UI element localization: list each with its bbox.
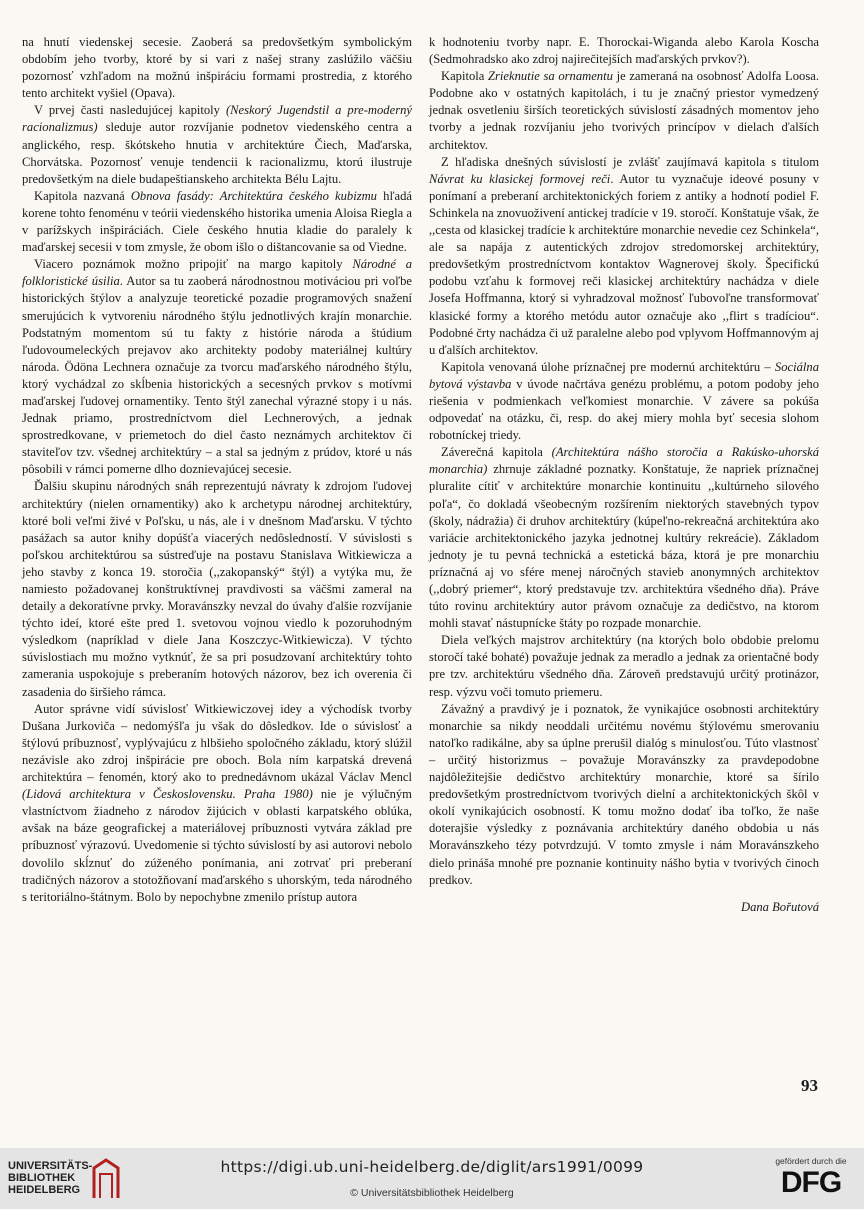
text-run: V prvej časti nasledujúcej kapitoly (34, 103, 226, 118)
paragraph (429, 444, 819, 632)
text-run: hľadá korene tohto fenoménu v teórii viedenského historika umenia Aloisa Riegla a v parížskych inšpiráciách. Ciele českého hnutia kladie do paralely k maďarskej secesii v tom zmysle, že obom išlo o dištancovanie sa od Viedne. (22, 188, 412, 255)
author-signature: Dana Bořutová (740, 899, 819, 914)
dfg-logo[interactable] (768, 1156, 854, 1204)
viewer-footer (0, 1148, 864, 1209)
text-run: sleduje autor rozvíjanie podnetov viedenského centra a anglického, resp. škótskeho hnutia v architektúre Čiech, Maďarska, Chorvátska. Pozornosť venuje tendencii k racionalizmu, ktorú ilustruje predovšetkým na diele budapeštianskeho architekta Bélu Lajtu. (22, 120, 412, 186)
paragraph (22, 256, 412, 478)
text-run: Záverečná kapitola (441, 445, 552, 460)
text-run: zhrnuje základné poznatky. Konštatuje, že napriek príznačnej pluralite cítiť v architektúre monarchie kontinuitu ,,kultúrneho silového poľa“, čo dokladá všeobecným rozšírením niektorých stavebných typov (školy, nádražia) či druhov architektúry (kúpeľno-rekreačná architektúra ako variácie architektonického jazyka jednotnej kultúry rekreácie). Základom jednoty je tu pevná technická a estetická báza, ktorá je pre monarchiu príznačná aj vo sfére menej náročných stavieb anonymných architektov (,,dobrý priemer“, ktorý predstavuje tzv. architektúra všedného dňa). Práve túto rovinu architektúry autor právom označuje za dedičstvo, na ktorom mohli stavať nástupnícke štáty po rozpade monarchie. (429, 462, 819, 631)
text-run: v úvode načrtáva genézu problému, a potom podoby jeho riešenia v podmienkach veľkomiest monarchie. V závere sa pokúša odpovedať na otázku, či, resp. do akej miery mohla byť secesia slohom robotníckej triedy. (429, 376, 819, 443)
copyright-notice: © Universitätsbibliothek Heidelberg (350, 1187, 514, 1199)
text-run: Autor správne vidí súvislosť Witkiewiczovej idey a východísk tvorby Dušana Jurkoviča – nedomýšľa ju však do dôsledkov. Ide o súvislosť a štýlovú príbuznosť, vyplývajúcu z hlbšieho spoločného základu, ktorý slúžil nezávisle ako zdroj inšpirácie pre oboch. Bola ním karpatská drevená architektúra – fenomén, ktorý ako to prednedávnom ukázal Václav Mencl (22, 701, 412, 785)
paragraph (429, 34, 819, 68)
text-run: Ďalšiu skupinu národných snáh reprezentujú návraty k zdrojom ľudovej architektúry (nielen ornamentiky) ako k archetypu národnej architektúry, ktoré boli veľmi živé v Poľsku, u nás, ale i v dnešnom Maďarsku. V týchto pasážach sa autor knihy dopúšťa viacerých nedôsledností. V súvislosti s poľskou architektúrou sa sústreďuje na postavu Stanislava Witkiewicza a jeho stavby z konca 19. storočia (,,zakopanský“ štýl) a vytýka mu, že namiesto požadovanej konštruktívnej pravdivosti sa väčšmi zameral na detaily a dekoratívne prvky. Moravánszky nevzal do úvahy ďalšie rozvíjanie týchto ideí, ktoré ešte pred 1. svetovou vojnou viedlo k pozoruhodným výsledkom (napríklad v diele Jana Koszczyc-Witkiewicza). V týchto súvislostiach mu možno vytknúť, že sa pri posudzovaní architektúry tohto zamerania uspokojuje s preberaním hotových názorov, bez ich overenia či zasadenia do širšieho rámca. (22, 479, 412, 699)
dfg-wordmark: DFG (780, 1166, 842, 1199)
paragraph (429, 632, 819, 700)
italic-title: Národné a folkloristické úsilia (22, 257, 412, 289)
text-run: . Autor sa tu zaoberá národnostnou motiváciou pri voľbe historických štýlov a analyzuje teoretické pozadie programových snažení smerujúcich k vytvoreniu národného štýlu jednotlivých krajín monarchie. Podstatným momentom sú tu fakty z histórie národa a štúdium ľudovoumeleckých prejavov ako architekty podoby materiálnej kultúry národa. Ödöna Lechnera označuje za tvorcu maďarského národného štýlu, ktorý vychádzal zo skĺbenia historických a secesných prvkov s motívmi maďarskej ľudovej ornamentiky. Tento štýl zanechal výrazné stopy i u nás. Jednak priamo, prostredníctvom diel Lechnerových, a jednak sprostredkovane, v priemetoch do diel často neznámych architektov či staviteľov tzv. všednej architektúry – a stal sa jedným z prúdov, ktoré u nás pôsobili v rámci pomerne dlho doznievajúcej secesie. (22, 274, 412, 477)
paragraph (429, 701, 819, 889)
text-run: Viacero poznámok možno pripojiť na margo kapitoly (34, 257, 353, 272)
library-name: UNIVERSITÄTS- BIBLIOTHEK HEIDELBERG (8, 1160, 93, 1196)
left-text-column (22, 34, 412, 906)
text-run: nie je výlučným vlastníctvom žiadneho z národov žijúcich v oblasti karpatského oblúka, avšak na báze geografickej a materiálovej príbuznosti vytvára základ pre príbuznosť výrazovú. Uvedomenie si týchto súvislostí by asi autorovi nebolo dovolilo skĺznuť do zúženého ponímania, ani zotrvať pri preberaní tradičných názorov a stotožňovaní maďarského s uhorským, teda národného s teritoriálno-štátnym. Bolo by nepochybne zmenilo prístup autora (22, 787, 412, 904)
text-run: . Autor tu vyznačuje ideové posuny v ponímaní a preberaní architektonických foriem z antiky a hodnotí podiel F. Schinkela na znovuoživení antickej tradície v 19. storočí. Konštatuje však, že ,,cesta od klasickej tradície k architektúre monarchie nevedie cez Schinkela“, ale sa napája z autentických zdrojov stredomorskej architektúry, predovšetkým prostredníctvom kontaktov Wagnerovej školy. Špecifickú podobu vzťahu k formovej reči klasickej architektúry nachádza v diele Josefa Hoffmanna, ktorý si vyhradzoval možnosť ľubovoľne transformovať klasické formy a ktorého metódu autor označuje ako ,,flirt s tradíciou“. Podobné črty nachádza či už paralelne alebo pod vplyvom Hoffmannovým aj u ďalších architektov. (429, 171, 819, 357)
paragraph (22, 188, 412, 256)
paragraph (429, 154, 819, 359)
text-run: Kapitola (441, 69, 489, 84)
paragraph (429, 359, 819, 444)
italic-title: (Architektúra nášho storočia a Rakúsko-uhorská monarchia) (429, 445, 820, 477)
text-run: Závažný a pravdivý je i poznatok, že vynikajúce osobnosti architektúry monarchie sa nikdy neoddali určitému novému štýlovému smerovaniu natoľko radikálne, aby sa úplne prerušil dialóg s minulosťou. Túto vlastnosť – určitý historizmus – považuje Moravánszky za pravdepodobne najdôležitejšie dedičstvo architektúry monarchie, ktoré sa šírilo predovšetkým prostredníctvom tvorivých dielní a architektonických škôl v okolí vynikajúcich osobností. K tomu možno dodať iba toľko, že naše doterajšie výsledky z poznávania architektúry daného obdobia u nás Moravánszkeho tézy potvrdzujú. V tomto zmysle i nám Moravánszkeho dielo prináša mnohé pre poznanie kontinuity nášho bytia v tvorivých činoch predkov. (429, 701, 819, 887)
italic-title: Zrieknutie sa ornamentu (488, 69, 613, 84)
text-run: je zameraná na osobnosť Adolfa Loosa. Podobne ako v ostatných kapitolách, i tu je značný priestor vymedzený jednak osvetleniu širších teoretických súvislostí zásadných momentov jeho tvorby a jednak rozvíjaniu jeho tvorivých princípov v dielach ďalších architektov. (429, 69, 819, 152)
permalink-url[interactable]: https://digi.ub.uni-heidelberg.de/diglit/ars1991/0099 (220, 1158, 644, 1176)
paragraph (22, 478, 412, 700)
italic-title: Obnova fasády: Architektúra českého kubizmu (130, 188, 377, 203)
italic-title: (Neskorý Jugendstil a pre-moderný racionalizmus) (22, 103, 412, 135)
right-text-column (429, 34, 819, 916)
paragraph (22, 102, 412, 187)
text-run: Kapitola nazvaná (34, 188, 131, 203)
paragraph (22, 34, 412, 102)
dfg-caption: gefördert durch die (775, 1156, 847, 1166)
page-number: 93 (801, 1076, 818, 1095)
italic-title: Sociálna bytová výstavba (429, 359, 819, 391)
text-run: na hnutí viedenskej secesie. Zaoberá sa predovšetkým symbolickým obdobím jeho tvorby, ktoré by si vari z našej strany zaslúžilo väčšiu pozornosť vzhľadom na možnú inšpiráciu formami prostredia, z ktorého tento architekt vyšiel (Opava). (22, 35, 412, 101)
italic-title: Návrat ku klasickej formovej reči (429, 171, 611, 186)
text-run: Z hľadiska dnešných súvislostí je zvlášť zaujímavá kapitola s titulom (441, 154, 819, 169)
paragraph (429, 68, 819, 153)
text-run: Kapitola venovaná úlohe príznačnej pre modernú architektúru – (441, 359, 775, 374)
text-run: k hodnoteniu tvorby napr. E. Thorockai-Wiganda alebo Karola Koscha (Sedmohradsko ako zdroj najirečitejších maďarských prvkov?). (429, 35, 819, 67)
text-run: Diela veľkých majstrov architektúry (na ktorých bolo obdobie prelomu storočí také bohaté) považuje jednak za meradlo a jednak za orientačné body pre tzv. architektúru všedného dňa. Zároveň predstavujú určitý protinázor, resp. výzvu voči tomuto priemeru. (429, 633, 819, 699)
italic-title: (Lidová architektura v Československu. Praha 1980) (22, 787, 313, 802)
paragraph (22, 701, 412, 906)
